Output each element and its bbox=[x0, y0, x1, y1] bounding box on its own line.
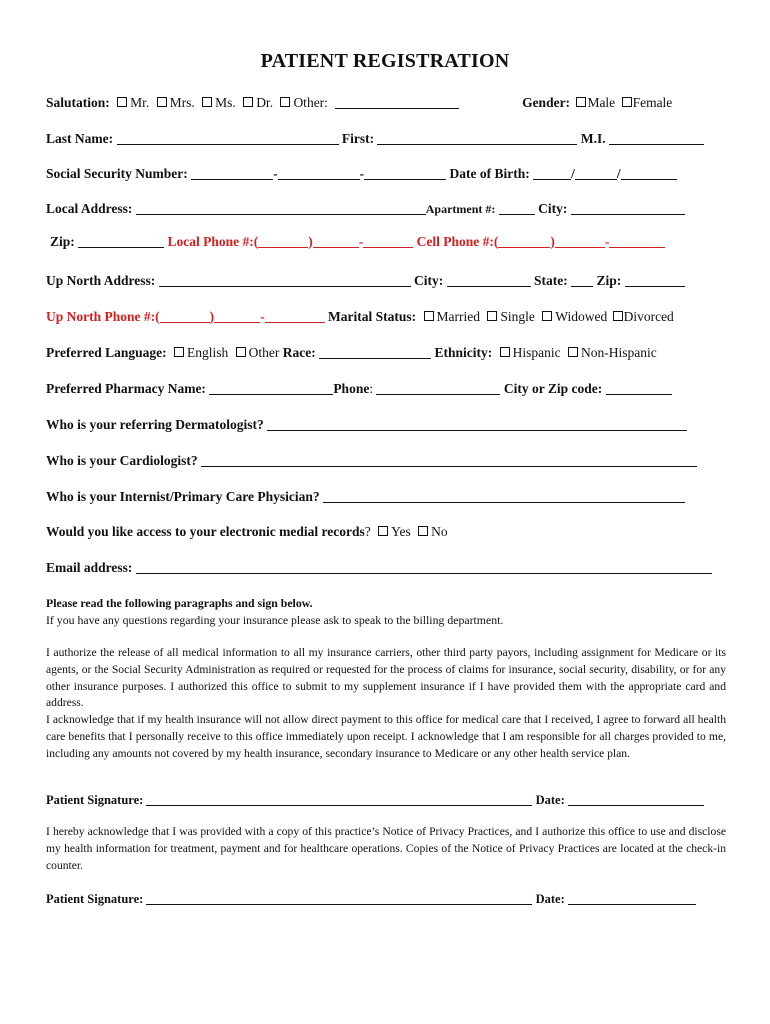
salutation-other-label: Other: bbox=[293, 95, 328, 110]
local-phone-prefix-field[interactable] bbox=[313, 235, 359, 248]
race-label: Race: bbox=[282, 345, 316, 360]
marital-divorced-checkbox[interactable] bbox=[613, 311, 623, 321]
cardiologist-question: Who is your Cardiologist? bbox=[46, 453, 198, 468]
salutation-ms-checkbox[interactable] bbox=[202, 97, 212, 107]
signature-2-date-label: Date: bbox=[535, 892, 565, 906]
authorization-paragraphs bbox=[46, 645, 726, 763]
gender-male-checkbox[interactable] bbox=[576, 97, 586, 107]
apartment-label: Apartment #: bbox=[425, 202, 496, 216]
signature-1-date-label: Date: bbox=[535, 793, 565, 807]
local-phone-line-field[interactable] bbox=[363, 235, 413, 248]
zip-label: Zip: bbox=[50, 234, 75, 249]
name-row bbox=[46, 130, 726, 148]
insurance-authorization-paragraph: I authorize the release of all medical information to all my insurance carriers, other third party payors, including assignment for Medicare or its agents, or the Social Security Administration as required or requested for the process of claims for insurance, social security, disability, or for any other insurance purposes. I authorized this office to submit to my supplement insurance if I have provided them with the appropriate card and address. bbox=[46, 646, 726, 710]
last-name-field[interactable] bbox=[117, 132, 339, 145]
signature-2-date-field[interactable] bbox=[568, 892, 696, 905]
language-other-label: Other bbox=[248, 345, 280, 360]
internist-row bbox=[46, 488, 726, 506]
marital-widowed-label: Widowed bbox=[555, 309, 608, 324]
privacy-paragraph-block bbox=[46, 824, 726, 874]
cardiologist-field[interactable] bbox=[201, 454, 697, 467]
up-north-phone-line-field[interactable] bbox=[265, 310, 325, 323]
cell-phone-area-field[interactable] bbox=[498, 235, 550, 248]
gender-male-label: Male bbox=[587, 95, 616, 110]
ethnicity-non-hispanic-label: Non-Hispanic bbox=[581, 345, 657, 360]
local-address-label: Local Address: bbox=[46, 201, 133, 216]
language-english-label: English bbox=[186, 345, 229, 360]
up-north-address-label: Up North Address: bbox=[46, 273, 156, 288]
dob-month-field[interactable] bbox=[533, 167, 571, 180]
up-north-phone-label: Up North Phone #:( bbox=[46, 309, 160, 324]
up-north-zip-label: Zip: bbox=[596, 273, 622, 288]
up-north-phone-prefix-field[interactable] bbox=[214, 310, 260, 323]
local-address-row bbox=[46, 200, 726, 218]
pharmacy-name-field[interactable] bbox=[209, 382, 333, 395]
language-english-checkbox[interactable] bbox=[174, 347, 184, 357]
salutation-row bbox=[46, 94, 726, 112]
gender-female-checkbox[interactable] bbox=[622, 97, 632, 107]
records-question: Would you like access to your electronic medial records bbox=[46, 524, 365, 539]
pharmacy-name-label: Preferred Pharmacy Name: bbox=[46, 381, 206, 396]
middle-initial-field[interactable] bbox=[609, 132, 704, 145]
up-north-city-field[interactable] bbox=[447, 274, 531, 287]
gender-label: Gender: bbox=[522, 95, 571, 110]
payment-acknowledgement-paragraph: I acknowledge that if my health insurance will not allow direct payment to this office for medical care that I received, I agree to forward all health care benefits that I personally receive to this office immediately upon receipt. I acknowledge that I am responsible for all charges provided to me, including any amounts not covered by my health insurance, secondary insurance to Medicare or any other health service plan. bbox=[46, 713, 726, 760]
email-field[interactable] bbox=[136, 561, 712, 574]
marital-widowed-checkbox[interactable] bbox=[542, 311, 552, 321]
email-row bbox=[46, 559, 726, 577]
cardiologist-row bbox=[46, 452, 726, 470]
local-city-label: City: bbox=[538, 201, 568, 216]
up-north-state-label: State: bbox=[534, 273, 568, 288]
pharmacy-phone-label: Phone bbox=[333, 381, 370, 396]
language-row bbox=[46, 344, 726, 362]
instructions bbox=[46, 595, 726, 629]
local-address-field[interactable] bbox=[136, 202, 426, 215]
signature-1-date-field[interactable] bbox=[568, 793, 704, 806]
first-name-label: First: bbox=[341, 131, 375, 146]
dob-label: Date of Birth: bbox=[449, 166, 530, 181]
cell-phone-prefix-field[interactable] bbox=[555, 235, 605, 248]
up-north-address-row bbox=[46, 272, 726, 290]
pharmacy-phone-field[interactable] bbox=[376, 382, 500, 395]
up-north-city-label: City: bbox=[414, 273, 444, 288]
up-north-zip-field[interactable] bbox=[625, 274, 685, 287]
up-north-state-field[interactable] bbox=[571, 274, 593, 287]
preferred-language-label: Preferred Language: bbox=[46, 345, 167, 360]
ssn-row: Social Security Number: - - Date of Birth: / / bbox=[46, 165, 726, 183]
language-other-checkbox[interactable] bbox=[236, 347, 246, 357]
ethnicity-hispanic-label: Hispanic bbox=[512, 345, 561, 360]
ethnicity-label: Ethnicity: bbox=[434, 345, 493, 360]
marital-married-label: Married bbox=[436, 309, 480, 324]
signature-1-field[interactable] bbox=[146, 793, 532, 806]
dermatologist-question: Who is your referring Dermatologist? bbox=[46, 417, 264, 432]
records-yes-label: Yes bbox=[391, 524, 411, 539]
records-row: Would you like access to your electronic medial records? Yes No bbox=[46, 524, 448, 539]
pharmacy-row: Preferred Pharmacy Name: Phone: City or Zip code: bbox=[46, 380, 726, 398]
records-no-checkbox[interactable] bbox=[418, 526, 428, 536]
ethnicity-hispanic-checkbox[interactable] bbox=[500, 347, 510, 357]
salutation-mrs-label: Mrs. bbox=[169, 95, 195, 110]
salutation-other-checkbox[interactable] bbox=[280, 97, 290, 107]
gender-female-label: Female bbox=[632, 95, 673, 110]
salutation-other-field[interactable] bbox=[335, 96, 459, 109]
dermatologist-field[interactable] bbox=[267, 418, 687, 431]
middle-initial-label: M.I. bbox=[580, 131, 606, 146]
salutation-ms-label: Ms. bbox=[215, 95, 236, 110]
records-yes-checkbox[interactable] bbox=[378, 526, 388, 536]
signature-1-label: Patient Signature: bbox=[46, 793, 144, 807]
ssn-part3-field[interactable] bbox=[364, 167, 446, 180]
marital-row: Up North Phone #:( ) - Marital Status: Married Single Widowed Divorced bbox=[46, 309, 674, 324]
salutation-mrs-checkbox[interactable] bbox=[157, 97, 167, 107]
marital-single-label: Single bbox=[500, 309, 535, 324]
salutation-mr-label: Mr. bbox=[130, 95, 150, 110]
salutation-label: Salutation: bbox=[46, 95, 110, 110]
marital-single-checkbox[interactable] bbox=[487, 311, 497, 321]
ssn-label: Social Security Number: bbox=[46, 166, 188, 181]
dob-day-field[interactable] bbox=[575, 167, 617, 180]
first-name-field[interactable] bbox=[377, 132, 577, 145]
marital-divorced-label: Divorced bbox=[623, 309, 674, 324]
internist-field[interactable] bbox=[323, 490, 685, 503]
cell-phone-label: Cell Phone #:( bbox=[416, 234, 499, 249]
instructions-heading: Please read the following paragraphs and sign below. bbox=[46, 596, 313, 610]
signature-row-1 bbox=[46, 791, 726, 809]
records-no-label: No bbox=[431, 524, 448, 539]
salutation-dr-label: Dr. bbox=[256, 95, 274, 110]
race-field[interactable] bbox=[319, 346, 431, 359]
marital-married-checkbox[interactable] bbox=[424, 311, 434, 321]
signature-2-field[interactable] bbox=[146, 892, 532, 905]
internist-question: Who is your Internist/Primary Care Physician? bbox=[46, 489, 320, 504]
salutation-mr-checkbox[interactable] bbox=[117, 97, 127, 107]
pharmacy-city-zip-field[interactable] bbox=[606, 382, 672, 395]
salutation-dr-checkbox[interactable] bbox=[243, 97, 253, 107]
dob-year-field[interactable] bbox=[621, 167, 677, 180]
phone-row: Zip: Local Phone #:( ) - Cell Phone #:( ) - bbox=[50, 233, 730, 251]
ethnicity-non-hispanic-checkbox[interactable] bbox=[568, 347, 578, 357]
local-phone-label: Local Phone #:( bbox=[167, 234, 259, 249]
ssn-part1-field[interactable] bbox=[191, 167, 273, 180]
last-name-label: Last Name: bbox=[46, 131, 114, 146]
signature-2-label: Patient Signature: bbox=[46, 892, 144, 906]
apartment-field[interactable] bbox=[499, 202, 535, 215]
ssn-part2-field[interactable] bbox=[278, 167, 360, 180]
page-title: PATIENT REGISTRATION bbox=[260, 50, 510, 72]
up-north-address-field[interactable] bbox=[159, 274, 411, 287]
instructions-note: If you have any questions regarding your insurance please ask to speak to the billing department. bbox=[46, 612, 504, 627]
local-city-field[interactable] bbox=[571, 202, 685, 215]
pharmacy-city-zip-label: City or Zip code: bbox=[503, 381, 603, 396]
marital-status-label: Marital Status: bbox=[328, 309, 417, 324]
privacy-notice-paragraph: I hereby acknowledge that I was provided with a copy of this practice’s Notice of Privacy Practices, and I authorize this office to use and disclose my health information for treatment, payment and for healthcare operations. Copies of the Notice of Privacy Practices are located at the check-in counter. bbox=[46, 825, 726, 872]
dermatologist-row bbox=[46, 416, 726, 434]
zip-field[interactable] bbox=[78, 235, 164, 248]
local-phone-area-field[interactable] bbox=[258, 235, 308, 248]
up-north-phone-area-field[interactable] bbox=[160, 310, 210, 323]
signature-row-2 bbox=[46, 890, 726, 908]
email-label: Email address: bbox=[46, 560, 133, 575]
cell-phone-line-field[interactable] bbox=[609, 235, 665, 248]
